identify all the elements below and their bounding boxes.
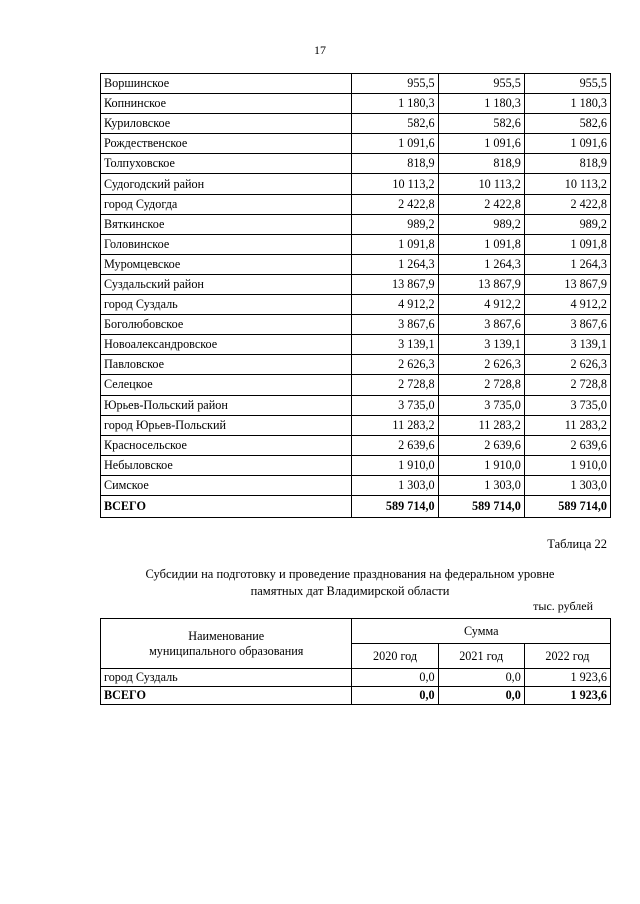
- value-cell-2022: 3 867,6: [524, 315, 610, 335]
- municipality-name-cell: Красносельское: [101, 435, 352, 455]
- value-cell-2022: 11 283,2: [524, 415, 610, 435]
- table-row: [101, 254, 611, 274]
- total-value-cell-2020: 0,0: [352, 687, 438, 705]
- value-cell-2022: 2 422,8: [524, 194, 610, 214]
- header-name-cell: [101, 619, 352, 669]
- table-row: [101, 455, 611, 475]
- municipality-name-cell: Небыловское: [101, 455, 352, 475]
- table-row: [101, 315, 611, 335]
- table-row: [101, 114, 611, 134]
- value-cell-2022: 10 113,2: [524, 174, 610, 194]
- table-row: [101, 669, 611, 687]
- table-row: [101, 174, 611, 194]
- table-row: [101, 214, 611, 234]
- value-cell-2020: 1 910,0: [352, 455, 438, 475]
- municipality-name-cell: Суздальский район: [101, 274, 352, 294]
- municipality-name-cell: Муромцевское: [101, 254, 352, 274]
- municipality-name-cell: Боголюбовское: [101, 315, 352, 335]
- value-cell-2022: 2 626,3: [524, 355, 610, 375]
- value-cell-2020: 3 867,6: [352, 315, 438, 335]
- table-row: [101, 375, 611, 395]
- value-cell-2020: 3 139,1: [352, 335, 438, 355]
- total-value-cell-2022: 1 923,6: [524, 687, 610, 705]
- units-label: тыс. рублей: [533, 599, 593, 613]
- header-name-line-2: муниципального образования: [149, 643, 304, 658]
- value-cell-2021: 1 910,0: [438, 455, 524, 475]
- value-cell-2020: 818,9: [352, 154, 438, 174]
- value-cell-2021: 1 264,3: [438, 254, 524, 274]
- value-cell-2021: 1 091,8: [438, 234, 524, 254]
- value-cell-2021: 2 639,6: [438, 435, 524, 455]
- value-cell-2020: 4 912,2: [352, 295, 438, 315]
- value-cell-2021: 2 626,3: [438, 355, 524, 375]
- value-cell-2022: 2 728,8: [524, 375, 610, 395]
- header-year-2020: 2020 год: [352, 644, 438, 669]
- total-value-cell-2022: 589 714,0: [524, 495, 610, 517]
- value-cell-2020: 3 735,0: [352, 395, 438, 415]
- value-cell-2020: 13 867,9: [352, 274, 438, 294]
- header-sum: Сумма: [352, 619, 611, 644]
- value-cell-2022: 3 735,0: [524, 395, 610, 415]
- value-cell-2022: 818,9: [524, 154, 610, 174]
- value-cell-2022: 4 912,2: [524, 295, 610, 315]
- table-row: [101, 94, 611, 114]
- header-year-2021: 2021 год: [438, 644, 524, 669]
- value-cell-2020: 11 283,2: [352, 415, 438, 435]
- municipality-name-cell: Павловское: [101, 355, 352, 375]
- value-cell-2020: 1 091,6: [352, 134, 438, 154]
- value-cell-2020: 2 728,8: [352, 375, 438, 395]
- table-title-line-2: памятных дат Владимирской области: [250, 584, 450, 598]
- page-number: 17: [314, 43, 326, 57]
- value-cell-2022: 3 139,1: [524, 335, 610, 355]
- value-cell-2020: 2 422,8: [352, 194, 438, 214]
- value-cell-2022: 1 923,6: [524, 669, 610, 687]
- total-value-cell-2020: 589 714,0: [352, 495, 438, 517]
- value-cell-2021: 955,5: [438, 74, 524, 94]
- table-row: [101, 194, 611, 214]
- table-caption: Таблица 22: [547, 537, 607, 551]
- value-cell-2022: 955,5: [524, 74, 610, 94]
- value-cell-2021: 1 091,6: [438, 134, 524, 154]
- municipal-funding-table: [100, 73, 611, 518]
- total-row: [101, 687, 611, 705]
- municipality-name-cell: город Суздаль: [101, 669, 352, 687]
- municipality-name-cell: город Суздаль: [101, 295, 352, 315]
- municipality-name-cell: Куриловское: [101, 114, 352, 134]
- value-cell-2022: 1 910,0: [524, 455, 610, 475]
- total-label-cell: ВСЕГО: [101, 687, 352, 705]
- value-cell-2020: 2 626,3: [352, 355, 438, 375]
- total-value-cell-2021: 0,0: [438, 687, 524, 705]
- table-row: [101, 134, 611, 154]
- municipality-name-cell: Юрьев-Польский район: [101, 395, 352, 415]
- value-cell-2020: 10 113,2: [352, 174, 438, 194]
- value-cell-2020: 1 091,8: [352, 234, 438, 254]
- table-title-line-1: Субсидии на подготовку и проведение празднования на федеральном уровне: [145, 567, 555, 581]
- value-cell-2020: 1 303,0: [352, 475, 438, 495]
- value-cell-2021: 10 113,2: [438, 174, 524, 194]
- table-row: [101, 415, 611, 435]
- value-cell-2022: 1 091,6: [524, 134, 610, 154]
- municipality-name-cell: Симское: [101, 475, 352, 495]
- municipality-name-cell: Вяткинское: [101, 214, 352, 234]
- municipality-name-cell: Толпуховское: [101, 154, 352, 174]
- value-cell-2021: 3 867,6: [438, 315, 524, 335]
- table-title: [60, 566, 640, 600]
- value-cell-2021: 3 735,0: [438, 395, 524, 415]
- table-row: [101, 154, 611, 174]
- municipality-name-cell: Селецкое: [101, 375, 352, 395]
- table-row: [101, 475, 611, 495]
- value-cell-2022: 1 180,3: [524, 94, 610, 114]
- municipality-name-cell: Копнинское: [101, 94, 352, 114]
- header-name-line-1: Наименование: [188, 628, 265, 643]
- value-cell-2020: 582,6: [352, 114, 438, 134]
- value-cell-2022: 989,2: [524, 214, 610, 234]
- table-row: [101, 295, 611, 315]
- value-cell-2020: 1 180,3: [352, 94, 438, 114]
- value-cell-2022: 1 264,3: [524, 254, 610, 274]
- value-cell-2021: 0,0: [438, 669, 524, 687]
- value-cell-2021: 1 180,3: [438, 94, 524, 114]
- header-year-2022: 2022 год: [524, 644, 610, 669]
- value-cell-2022: 582,6: [524, 114, 610, 134]
- value-cell-2021: 1 303,0: [438, 475, 524, 495]
- value-cell-2020: 0,0: [352, 669, 438, 687]
- value-cell-2021: 11 283,2: [438, 415, 524, 435]
- value-cell-2021: 13 867,9: [438, 274, 524, 294]
- municipality-name-cell: Новоалександровское: [101, 335, 352, 355]
- value-cell-2021: 2 422,8: [438, 194, 524, 214]
- value-cell-2021: 582,6: [438, 114, 524, 134]
- value-cell-2022: 1 303,0: [524, 475, 610, 495]
- table-row: [101, 234, 611, 254]
- subsidy-table: [100, 618, 611, 705]
- table-row: [101, 435, 611, 455]
- table-row: [101, 395, 611, 415]
- table-row: [101, 335, 611, 355]
- value-cell-2020: 1 264,3: [352, 254, 438, 274]
- value-cell-2022: 2 639,6: [524, 435, 610, 455]
- municipality-name-cell: город Судогда: [101, 194, 352, 214]
- total-row: [101, 495, 611, 517]
- value-cell-2021: 989,2: [438, 214, 524, 234]
- table-row: [101, 74, 611, 94]
- table-row: [101, 274, 611, 294]
- municipality-name-cell: Воршинское: [101, 74, 352, 94]
- total-value-cell-2021: 589 714,0: [438, 495, 524, 517]
- value-cell-2022: 13 867,9: [524, 274, 610, 294]
- value-cell-2020: 989,2: [352, 214, 438, 234]
- value-cell-2022: 1 091,8: [524, 234, 610, 254]
- municipality-name-cell: Судогодский район: [101, 174, 352, 194]
- value-cell-2021: 2 728,8: [438, 375, 524, 395]
- municipality-name-cell: Рождественское: [101, 134, 352, 154]
- value-cell-2020: 2 639,6: [352, 435, 438, 455]
- value-cell-2021: 818,9: [438, 154, 524, 174]
- value-cell-2021: 4 912,2: [438, 295, 524, 315]
- table-row: [101, 355, 611, 375]
- total-label-cell: ВСЕГО: [101, 495, 352, 517]
- municipality-name-cell: город Юрьев-Польский: [101, 415, 352, 435]
- municipality-name-cell: Головинское: [101, 234, 352, 254]
- value-cell-2020: 955,5: [352, 74, 438, 94]
- value-cell-2021: 3 139,1: [438, 335, 524, 355]
